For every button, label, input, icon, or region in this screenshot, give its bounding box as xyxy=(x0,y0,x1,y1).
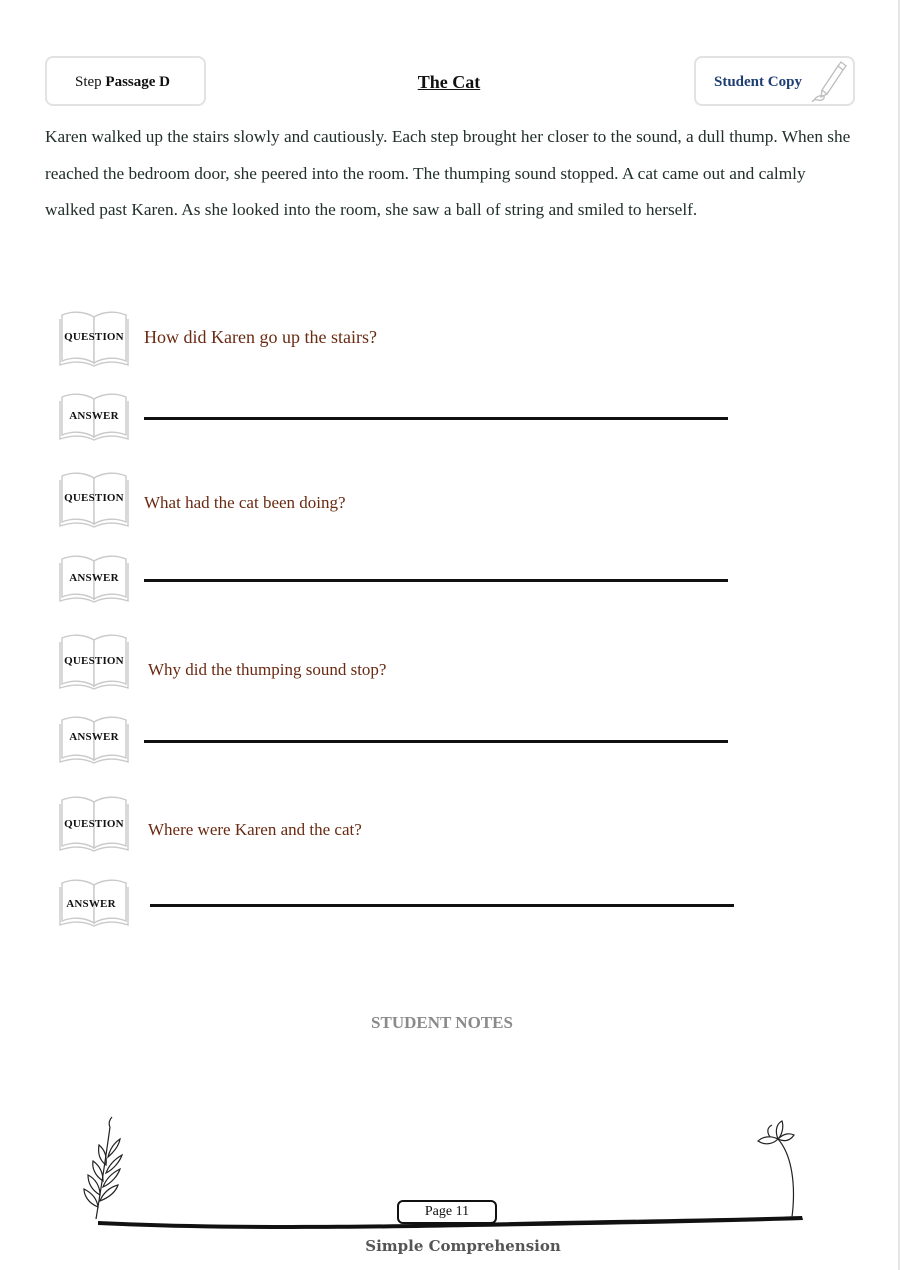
student-copy-badge xyxy=(694,56,855,106)
answer-line-2[interactable] xyxy=(144,579,728,582)
question-label: QUESTION xyxy=(64,655,124,667)
question-book-1 xyxy=(58,309,130,369)
step-label xyxy=(75,74,170,91)
answer-book-3 xyxy=(58,714,130,766)
question-label: QUESTION xyxy=(64,492,124,504)
pencil-icon xyxy=(808,60,848,106)
student-copy-label: Student Copy xyxy=(714,74,802,90)
reading-passage: Karen walked up the stairs slowly and cautiously. Each step brought her closer to the sound, a dull thump. When she reached the bedroom door, she peered into the room. The thumping sound stopped. A cat came out and calmly walked past Karen. As she looked into the room, she saw a ball of string and smiled to herself. xyxy=(45,127,851,219)
page-number: Page 11 xyxy=(397,1200,497,1224)
fern-branch-icon xyxy=(84,1117,122,1219)
answer-line-1[interactable] xyxy=(144,417,728,420)
question-label: QUESTION xyxy=(64,818,124,830)
question-book-2 xyxy=(58,470,130,530)
step-prefix: Step xyxy=(75,74,102,90)
answer-book-2 xyxy=(58,553,130,605)
answer-book-1 xyxy=(58,391,130,443)
step-badge xyxy=(45,56,206,106)
page-title: The Cat xyxy=(417,72,481,92)
question-text-1: How did Karen go up the stairs? xyxy=(144,327,377,347)
flower-icon xyxy=(758,1121,794,1217)
question-text-2: What had the cat been doing? xyxy=(144,493,346,512)
answer-line-3[interactable] xyxy=(144,740,728,743)
answer-book-4 xyxy=(58,877,130,929)
answer-label: ANSWER xyxy=(69,410,119,422)
answer-label: ANSWER xyxy=(66,898,116,910)
step-value: Passage D xyxy=(105,74,170,90)
footer-title: Simple Comprehension xyxy=(365,1237,561,1255)
question-text-4: Where were Karen and the cat? xyxy=(148,820,362,839)
question-text-3: Why did the thumping sound stop? xyxy=(148,660,387,679)
answer-label: ANSWER xyxy=(69,572,119,584)
answer-line-4[interactable] xyxy=(150,904,734,907)
question-label: QUESTION xyxy=(64,331,124,343)
question-book-3 xyxy=(58,632,130,692)
student-notes-heading: STUDENT NOTES xyxy=(371,1013,513,1032)
answer-label: ANSWER xyxy=(69,731,119,743)
question-book-4 xyxy=(58,794,130,854)
